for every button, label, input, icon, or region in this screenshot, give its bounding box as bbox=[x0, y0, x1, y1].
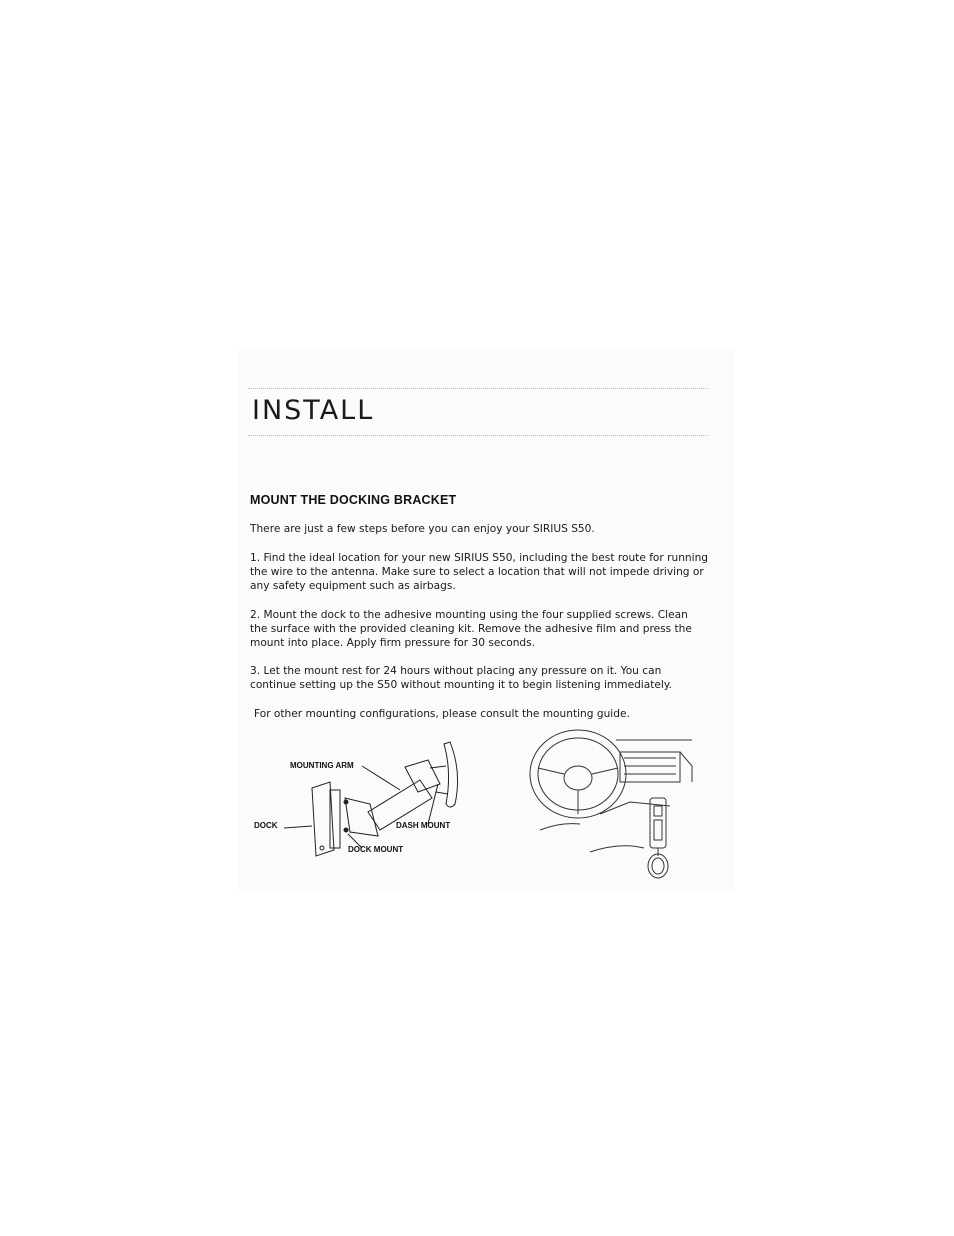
label-dash-mount: DASH MOUNT bbox=[396, 821, 451, 830]
intro-text: There are just a few steps before you can enjoy your SIRIUS S50. bbox=[250, 523, 595, 535]
step-3-text: 3. Let the mount rest for 24 hours without placing any pressure on it. You can continue setting up the S50 without mounting it to begin listening immediately. bbox=[250, 665, 672, 691]
car-dashboard-icon bbox=[520, 722, 700, 886]
mounting-diagram bbox=[250, 732, 470, 872]
label-dock-mount: DOCK MOUNT bbox=[348, 845, 404, 854]
label-mounting-arm: MOUNTING ARM bbox=[290, 761, 354, 770]
page-title: INSTALL bbox=[252, 395, 375, 426]
dash-mount-shape bbox=[444, 742, 458, 807]
dock-shape bbox=[312, 782, 334, 856]
title-bottom-rule bbox=[248, 435, 708, 436]
footer-note: For other mounting configurations, please consult the mounting guide. bbox=[254, 708, 630, 720]
label-dock: DOCK bbox=[254, 821, 278, 830]
dock-mount-shape bbox=[345, 798, 378, 836]
title-top-rule bbox=[248, 388, 708, 389]
step-1-text: 1. Find the ideal location for your new SIRIUS S50, including the best route for running the wire to the antenna. Make sure to select a location that will not impede driving or any safety equipment such as airbags. bbox=[250, 552, 709, 592]
section-heading: MOUNT THE DOCKING BRACKET bbox=[250, 493, 457, 507]
step-2-text: 2. Mount the dock to the adhesive mounting using the four supplied screws. Clean the surface with the provided cleaning kit. Remove the adhesive film and press the mount into place. Apply firm pressure for 30 seconds. bbox=[250, 609, 692, 649]
